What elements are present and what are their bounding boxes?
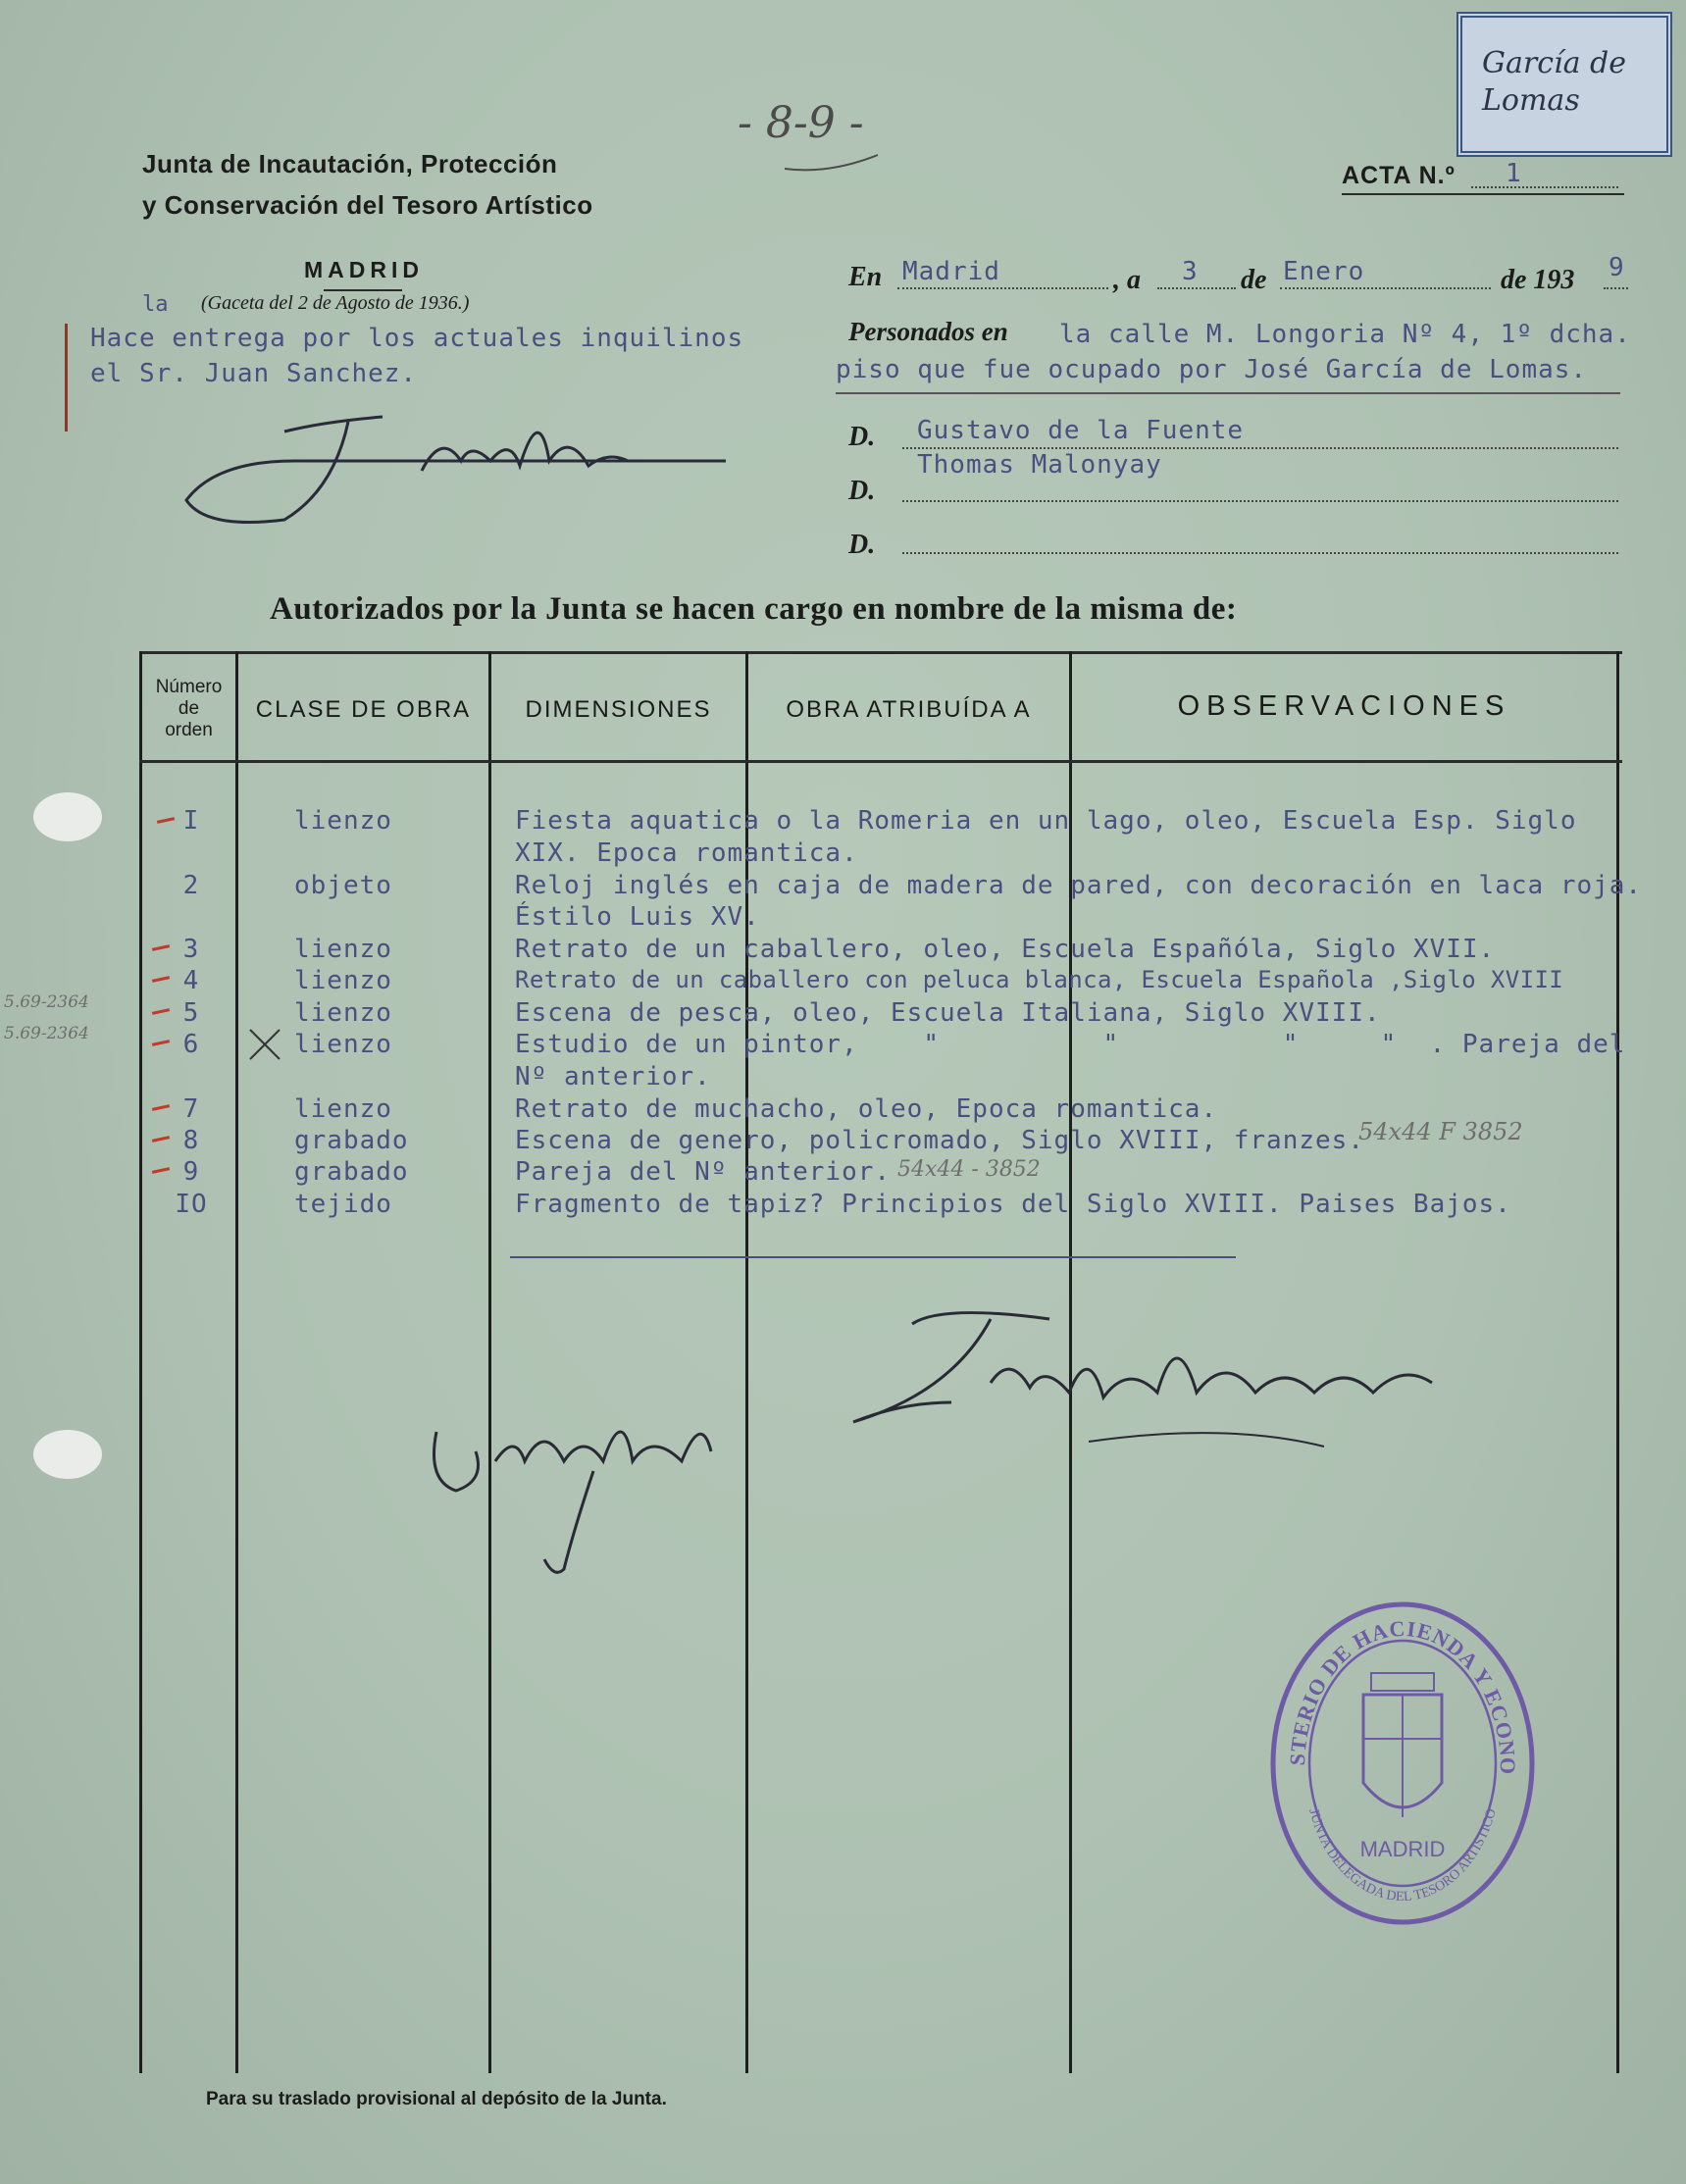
month-dotline: [1280, 287, 1491, 289]
row-number: 6: [182, 1030, 200, 1059]
header-atribuida: OBRA ATRIBUÍDA A: [786, 696, 1032, 723]
x-mark: [245, 1025, 284, 1064]
person-dotline-1: [902, 447, 1618, 449]
row-description: Fiesta aquatica o la Romeria en un lago, oleo, Escuela Esp. Siglo: [515, 806, 1577, 836]
location-underline: [836, 392, 1620, 394]
d-label-3: D.: [848, 530, 876, 560]
sanchez-signature: [177, 382, 745, 539]
row-description: Retrato de muchacho, oleo, Epoca romantica.: [515, 1094, 1218, 1124]
row-clase: objeto: [294, 871, 392, 900]
header-numero-2: de: [178, 698, 200, 719]
row-description: Escena de genero, policromado, Siglo XVIII, franzes.: [515, 1126, 1364, 1155]
gaceta-prefix: la: [142, 292, 169, 317]
de-label: de: [1241, 265, 1267, 295]
row-description-2: XIX. Epoca romantica.: [515, 838, 858, 868]
row-number: 2: [182, 871, 200, 900]
table-row: [0, 871, 1686, 900]
table-row: [0, 998, 1686, 1028]
pencil-note-row8: 54x44 F 3852: [1358, 1118, 1523, 1145]
header-clase: CLASE DE OBRA: [255, 696, 472, 723]
gaceta-note: (Gaceta del 2 de Agosto de 1936.): [201, 292, 470, 314]
city-label: MADRID: [304, 257, 424, 282]
acta-dotline: [1471, 186, 1618, 188]
header-dimensiones: DIMENSIONES: [525, 696, 712, 723]
row-description: Escena de pesca, oleo, Escuela Italiana, Siglo XVIII.: [515, 998, 1381, 1028]
gustavo-signature: [417, 1393, 750, 1589]
authorized-heading: Autorizados por la Junta se hacen cargo en nombre de la misma de:: [270, 591, 1238, 627]
delivery-bracket: [65, 324, 68, 432]
row-number: 9: [182, 1157, 200, 1187]
row-clase: lienzo: [294, 998, 392, 1028]
row-description: Pareja del Nº anterior.: [515, 1157, 892, 1187]
table-row: [0, 935, 1686, 964]
org-line-1: Junta de Incautación, Protección: [142, 149, 558, 178]
row-description-2: Éstilo Luis XV.: [515, 902, 760, 932]
margin-note-1: 5.69-2364: [4, 992, 89, 1012]
row-clase: lienzo: [294, 1030, 392, 1059]
thomas-signature: [834, 1304, 1501, 1481]
corner-label-text: García de Lomas: [1482, 46, 1626, 118]
stamp-city: MADRID: [1359, 1837, 1446, 1861]
person-name-2: Thomas Malonyay: [917, 450, 1162, 480]
table-top-border: [139, 651, 1622, 654]
row-clase: tejido: [294, 1190, 392, 1219]
stamp-bottom-text: JUNTA DELEGADA DEL TESORO ARTISTICO: [1305, 1806, 1500, 1905]
a-label: , a: [1113, 265, 1141, 295]
row-number: IO: [175, 1190, 208, 1219]
year-digit: 9: [1609, 253, 1625, 282]
top-pencil-note: - 8-9 -: [738, 98, 864, 148]
acta-label: ACTA N.º: [1342, 162, 1456, 189]
delivery-line-1: Hace entrega por los actuales inquilinos: [90, 324, 744, 353]
acta-underline: [1342, 193, 1624, 195]
year-label: de 193: [1501, 265, 1575, 295]
pencil-note-row9: 54x44 - 3852: [897, 1157, 1041, 1182]
delivery-line-2: el Sr. Juan Sanchez.: [90, 359, 418, 388]
table-row: [0, 966, 1686, 995]
row-description: Reloj inglés en caja de madera de pared, con decoración en laca roja.: [515, 871, 1643, 900]
personados-label: Personados en: [848, 317, 1008, 346]
footer-note: Para su traslado provisional al depósito de la Junta.: [206, 2089, 667, 2109]
row-clase: grabado: [294, 1126, 409, 1155]
row-number: 8: [182, 1126, 200, 1155]
row-description: Fragmento de tapiz? Principios del Siglo XVIII. Paises Bajos.: [515, 1190, 1511, 1219]
city-underline: [324, 289, 402, 291]
person-dotline-2: [902, 500, 1618, 502]
margin-note-2: 5.69-2364: [4, 1024, 89, 1043]
year-dotline: [1604, 287, 1628, 289]
punch-hole-bottom: [33, 1430, 102, 1479]
place-value: Madrid: [902, 257, 1000, 286]
header-observaciones: OBSERVACIONES: [1177, 690, 1511, 722]
stamp-outer-text: STERIO DE HACIENDA Y ECONO: [1284, 1615, 1521, 1776]
row-description: Retrato de un caballero con peluca blanca, Escuela Española ,Siglo XVIII: [515, 966, 1564, 993]
corner-label: [1456, 12, 1672, 157]
month-value: Enero: [1283, 257, 1365, 286]
row-number: 7: [182, 1094, 200, 1124]
row-description: Retrato de un caballero, oleo, Escuela Españóla, Siglo XVII.: [515, 935, 1496, 964]
row-clase: lienzo: [294, 935, 392, 964]
day-dotline: [1157, 287, 1236, 289]
row-number: 3: [182, 935, 200, 964]
row-number: I: [182, 806, 200, 836]
row-clase: grabado: [294, 1157, 409, 1187]
person-dotline-3: [902, 552, 1618, 554]
d-label-1: D.: [848, 422, 876, 452]
table-row: [0, 1157, 1686, 1187]
day-value: 3: [1182, 257, 1199, 286]
row-clase: lienzo: [294, 966, 392, 995]
table-row: [0, 806, 1686, 836]
row-number: 5: [182, 998, 200, 1028]
table-row-continuation: [0, 1062, 1686, 1092]
header-numero-3: orden: [165, 720, 213, 740]
en-label: En: [848, 262, 883, 292]
header-numero-1: Número: [155, 677, 223, 697]
stamp-graphic: [1265, 1597, 1540, 1930]
org-line-2: y Conservación del Tesoro Artístico: [142, 190, 593, 220]
location-line-2: piso que fue ocupado por José García de Lomas.: [836, 355, 1588, 384]
row-description: Estudio de un pintor, " " " " . Pareja del: [515, 1030, 1626, 1059]
table-row: [0, 1190, 1686, 1219]
list-end-line: [510, 1256, 1236, 1258]
row-number: 4: [182, 966, 200, 995]
table-row-continuation: [0, 902, 1686, 932]
ministry-stamp: [1265, 1597, 1540, 1930]
header-bottom-line: [139, 760, 1622, 763]
place-dotline: [897, 287, 1108, 289]
row-description-2: Nº anterior.: [515, 1062, 711, 1092]
pencil-swoosh: [780, 147, 888, 177]
table-row-continuation: [0, 838, 1686, 868]
header-numero: [142, 677, 235, 741]
svg-text:MINISTERIO DE HACIENDA Y ECONO: [1265, 1597, 1520, 1775]
d-label-2: D.: [848, 476, 876, 506]
row-clase: lienzo: [294, 806, 392, 836]
location-line-1: la calle M. Longoria Nº 4, 1º dcha.: [1059, 320, 1631, 349]
acta-number: 1: [1506, 159, 1522, 188]
row-clase: lienzo: [294, 1094, 392, 1124]
person-name-1: Gustavo de la Fuente: [917, 416, 1245, 445]
